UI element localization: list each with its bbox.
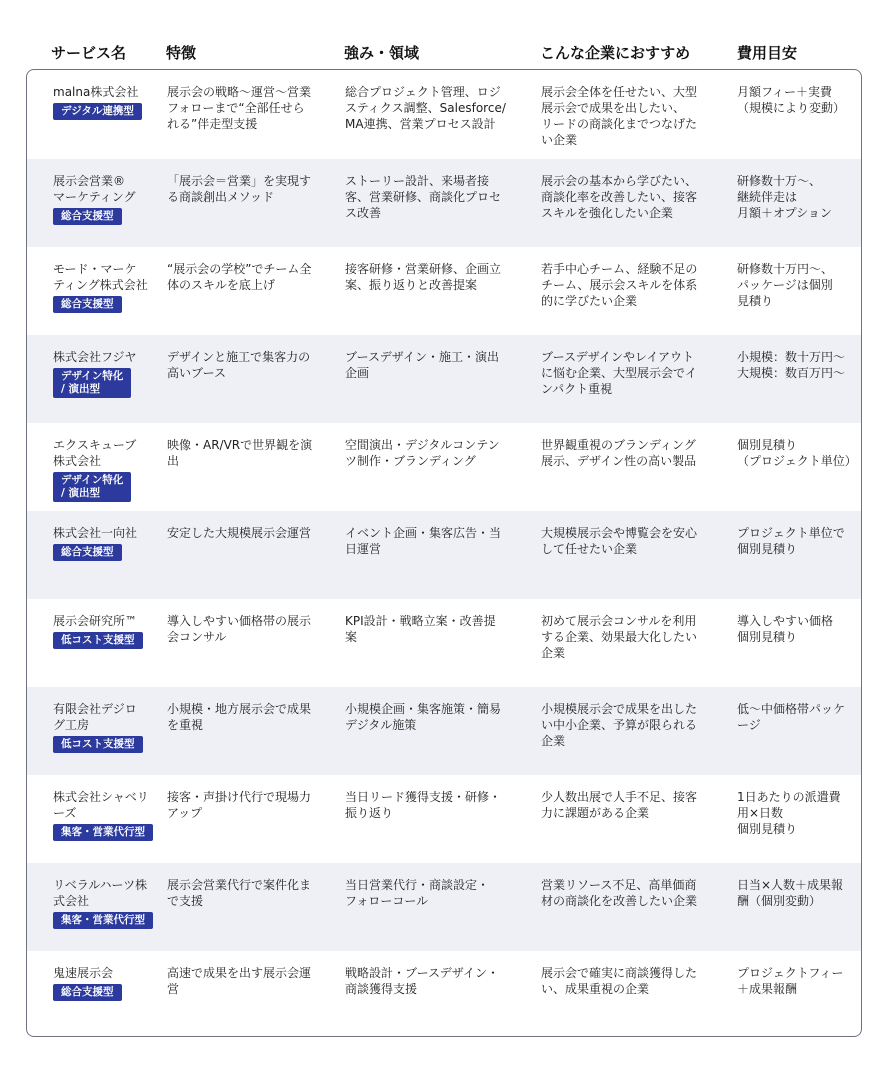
service-name: 展示会研究所™ <box>53 614 138 628</box>
strength-cell: 総合プロジェクト管理、ロジ スティクス調整、Salesforce/ MA連携、営業プロセス設計 <box>345 85 506 131</box>
recommend-cell: 営業リソース不足、高単価商 材の商談化を改善したい企業 <box>541 878 698 908</box>
cost-cell: 個別見積り （プロジェクト単位） <box>737 438 857 468</box>
service-cell <box>53 437 161 502</box>
category-badge: 総合支援型 <box>53 544 122 561</box>
recommend-cell: 小規模展示会で成果を出した い中小企業、予算が限られる 企業 <box>541 702 698 748</box>
service-cell <box>53 84 161 120</box>
feature-cell: 小規模・地方展示会で成果 を重視 <box>167 702 312 732</box>
service-name: malna株式会社 <box>53 85 139 99</box>
category-badge: 低コスト支援型 <box>53 736 143 753</box>
service-name: 展示会営業® マーケティング <box>53 174 136 204</box>
recommend-cell: 初めて展示会コンサルを利用 する企業、効果最大化したい 企業 <box>541 614 698 660</box>
category-badge: 低コスト支援型 <box>53 632 143 649</box>
service-cell <box>53 525 161 561</box>
service-cell <box>53 965 161 1001</box>
strength-cell: 小規模企画・集客施策・簡易 デジタル施策 <box>345 702 502 732</box>
table-row <box>27 599 861 687</box>
recommend-cell: 大規模展示会や博覧会を安心 して任せたい企業 <box>541 526 698 556</box>
strength-cell: 当日営業代行・商談設定・ フォローコール <box>345 878 490 908</box>
service-name: 株式会社シャベリ ーズ <box>53 790 149 820</box>
feature-cell: 展示会営業代行で案件化ま で支援 <box>167 878 312 908</box>
header-service-name: サービス名 <box>51 44 127 62</box>
recommend-cell: 展示会で確実に商談獲得した い、成果重視の企業 <box>541 966 698 996</box>
service-name: 株式会社一向社 <box>53 526 138 540</box>
recommend-cell: 展示会の基本から学びたい、 商談化率を改善したい、接客 スキルを強化したい企業 <box>541 174 698 220</box>
service-cell <box>53 261 161 313</box>
cost-cell: 導入しやすい価格 個別見積り <box>737 614 834 644</box>
service-name: モード・マーケ ティング株式会社 <box>53 262 148 292</box>
service-cell <box>53 613 161 649</box>
strength-cell: 接客研修・営業研修、企画立 案、振り返りと改善提案 <box>345 262 502 292</box>
category-badge: 集客・営業代行型 <box>53 912 153 929</box>
feature-cell: 映像・AR/VRで世界観を演 出 <box>167 438 313 468</box>
service-name: エクスキューブ 株式会社 <box>53 438 137 468</box>
strength-cell: KPI設計・戦略立案・改善提 案 <box>345 614 496 644</box>
table-row <box>27 423 861 511</box>
recommend-cell: 世界観重視のブランディング 展示、デザイン性の高い製品 <box>541 438 697 468</box>
table-row <box>27 775 861 863</box>
table-row <box>27 511 861 599</box>
feature-cell: デザインと施工で集客力の 高いブース <box>167 350 311 380</box>
header-strengths: 強み・領域 <box>344 44 420 62</box>
recommend-cell: ブースデザインやレイアウト に悩む企業、大型展示会でイ ンパクト重視 <box>541 350 698 396</box>
cost-cell: 研修数十万円〜、 パッケージは個別 見積り <box>737 262 834 308</box>
recommend-cell: 展示会全体を任せたい、大型 展示会で成果を出したい、 リードの商談化までつなげた い企業 <box>541 85 698 147</box>
table-row <box>27 247 861 335</box>
strength-cell: 空間演出・デジタルコンテン ツ制作・ブランディング <box>345 438 500 468</box>
service-name: 鬼速展示会 <box>53 966 114 980</box>
cost-cell: 月額フィー＋実費 （規模により変動） <box>737 85 846 115</box>
category-badge: 総合支援型 <box>53 296 122 313</box>
service-cell <box>53 701 161 753</box>
table-row <box>27 70 861 159</box>
feature-cell: 「展示会＝営業」を実現す る商談創出メソッド <box>167 174 312 204</box>
table-row <box>27 335 861 423</box>
cost-cell: 1日あたりの派遣費 用×日数 個別見積り <box>737 790 841 836</box>
table-row <box>27 951 861 1036</box>
cost-cell: 研修数十万〜、 継続伴走は 月額＋オプション <box>737 174 832 220</box>
service-cell <box>53 877 161 929</box>
feature-cell: 展示会の戦略〜運営〜営業 フォローまで“全部任せら れる”伴走型支援 <box>167 85 312 131</box>
feature-cell: 導入しやすい価格帯の展示 会コンサル <box>167 614 312 644</box>
table-row <box>27 687 861 775</box>
category-badge: 総合支援型 <box>53 208 122 225</box>
service-cell <box>53 349 161 398</box>
comparison-table <box>26 69 862 1037</box>
feature-cell: 安定した大規模展示会運営 <box>167 526 312 540</box>
category-badge: 総合支援型 <box>53 984 122 1001</box>
recommend-cell: 若手中心チーム、経験不足の チーム、展示会スキルを体系 的に学びたい企業 <box>541 262 698 308</box>
category-badge: デザイン特化 / 演出型 <box>53 368 131 398</box>
header-recommended-for: こんな企業におすすめ <box>540 44 691 62</box>
cost-cell: 日当×人数＋成果報 酬（個別変動） <box>737 878 844 908</box>
service-cell <box>53 173 161 225</box>
cost-cell: プロジェクト単位で 個別見積り <box>737 526 845 556</box>
category-badge: デジタル連携型 <box>53 103 142 120</box>
service-name: リベラルハーツ株 式会社 <box>53 878 148 908</box>
category-badge: 集客・営業代行型 <box>53 824 153 841</box>
table-row <box>27 159 861 247</box>
service-cell <box>53 789 161 841</box>
header-features: 特徴 <box>166 44 197 62</box>
strength-cell: 戦略設計・ブースデザイン・ 商談獲得支援 <box>345 966 499 996</box>
recommend-cell: 少人数出展で人手不足、接客 力に課題がある企業 <box>541 790 698 820</box>
table-header <box>0 42 889 66</box>
cost-cell: 低〜中価格帯パッケ ージ <box>737 702 846 732</box>
service-name: 有限会社デジロ グ工房 <box>53 702 137 732</box>
cost-cell: 小規模：数十万円〜 大規模：数百万円〜 <box>737 350 846 380</box>
feature-cell: “展示会の学校”でチーム全 体のスキルを底上げ <box>167 262 312 292</box>
feature-cell: 高速で成果を出す展示会運 営 <box>167 966 312 996</box>
strength-cell: ストーリー設計、来場者接 客、営業研修、商談化プロセ ス改善 <box>345 174 502 220</box>
cost-cell: プロジェクトフィー ＋成果報酬 <box>737 966 844 996</box>
header-cost: 費用目安 <box>737 44 798 62</box>
category-badge: デザイン特化 / 演出型 <box>53 472 131 502</box>
table-row <box>27 863 861 951</box>
service-name: 株式会社フジヤ <box>53 350 137 364</box>
strength-cell: ブースデザイン・施工・演出 企画 <box>345 350 499 380</box>
feature-cell: 接客・声掛け代行で現場力 アップ <box>167 790 312 820</box>
strength-cell: 当日リード獲得支援・研修・ 振り返り <box>345 790 502 820</box>
strength-cell: イベント企画・集客広告・当 日運営 <box>345 526 502 556</box>
